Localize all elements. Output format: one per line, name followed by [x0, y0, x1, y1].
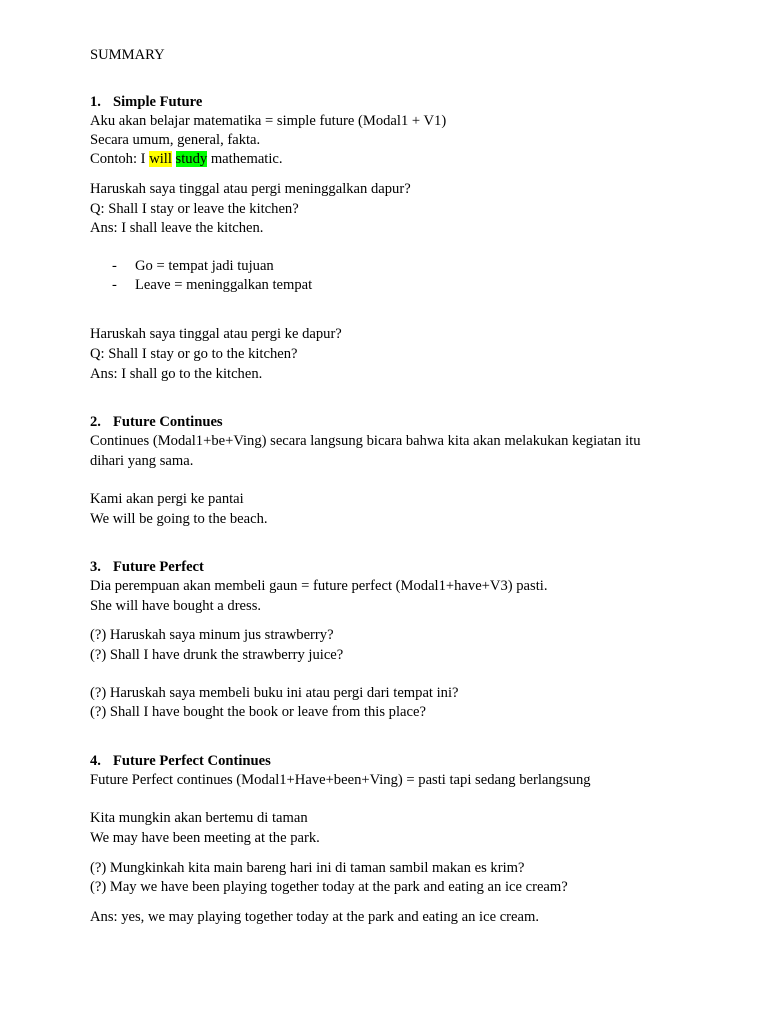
section-4-qa-en: (?) May we have been playing together today at the park and eating an ice cream? — [90, 879, 568, 895]
section-3-title: Future Perfect — [113, 559, 204, 575]
section-1-qa2-answer: Ans: I shall go to the kitchen. — [90, 366, 263, 382]
section-3-number: 3. — [90, 559, 101, 575]
section-4-example-en: We may have been meeting at the park. — [90, 830, 320, 846]
highlight-will: will — [149, 151, 172, 167]
section-2-heading — [90, 413, 223, 431]
section-4-answer: Ans: yes, we may playing together today at the park and eating an ice cream. — [90, 909, 540, 925]
section-3-qa1-en: (?) Shall I have drunk the strawberry juice? — [90, 647, 344, 663]
section-3-line-2: She will have bought a dress. — [90, 598, 262, 614]
section-2-line-2: dihari yang sama. — [90, 453, 194, 469]
section-3-qa1-id: (?) Haruskah saya minum jus strawberry? — [90, 627, 334, 643]
bullet-item-go: Go = tempat jadi tujuan — [135, 258, 274, 274]
example-suffix: mathematic. — [207, 151, 283, 167]
section-4-title: Future Perfect Continues — [113, 753, 271, 769]
section-1-qa2-question-id: Haruskah saya tinggal atau pergi ke dapur? — [90, 326, 342, 342]
section-3-qa2-id: (?) Haruskah saya membeli buku ini atau pergi dari tempat ini? — [90, 685, 459, 701]
section-1-line-2: Secara umum, general, fakta. — [90, 132, 261, 148]
section-4-qa-id: (?) Mungkinkah kita main bareng hari ini di taman sambil makan es krim? — [90, 860, 525, 876]
section-2-example-en: We will be going to the beach. — [90, 511, 268, 527]
document-title: SUMMARY — [90, 47, 165, 63]
section-3-heading — [90, 558, 204, 576]
section-1-heading — [90, 93, 202, 111]
section-3-line-1: Dia perempuan akan membeli gaun = future perfect (Modal1+have+V3) pasti. — [90, 578, 548, 594]
section-1-example — [90, 150, 283, 168]
bullet-dash: - — [112, 277, 117, 293]
highlight-study: study — [175, 151, 208, 167]
section-1-number: 1. — [90, 94, 101, 110]
bullet-dash: - — [112, 258, 117, 274]
example-prefix: Contoh: I — [90, 151, 150, 167]
section-1-qa1-question-id: Haruskah saya tinggal atau pergi meninggalkan dapur? — [90, 181, 411, 197]
section-2-title: Future Continues — [113, 414, 223, 430]
section-4-heading — [90, 752, 271, 770]
section-2-example-id: Kami akan pergi ke pantai — [90, 491, 244, 507]
section-1-line-1: Aku akan belajar matematika = simple future (Modal1 + V1) — [90, 113, 447, 129]
section-1-qa2-question-en: Q: Shall I stay or go to the kitchen? — [90, 346, 298, 362]
bullet-item-leave: Leave = meninggalkan tempat — [135, 277, 313, 293]
section-1-qa1-answer: Ans: I shall leave the kitchen. — [90, 220, 264, 236]
section-4-number: 4. — [90, 753, 101, 769]
section-3-qa2-en: (?) Shall I have bought the book or leave from this place? — [90, 704, 426, 720]
section-4-example-id: Kita mungkin akan bertemu di taman — [90, 810, 308, 826]
example-space — [172, 151, 176, 167]
section-1-qa1-question-en: Q: Shall I stay or leave the kitchen? — [90, 201, 299, 217]
section-1-title: Simple Future — [113, 94, 203, 110]
section-2-number: 2. — [90, 414, 101, 430]
section-4-line-1: Future Perfect continues (Modal1+Have+been+Ving) = pasti tapi sedang berlangsung — [90, 772, 591, 788]
section-2-line-1: Continues (Modal1+be+Ving) secara langsung bicara bahwa kita akan melakukan kegiatan itu — [90, 433, 641, 449]
